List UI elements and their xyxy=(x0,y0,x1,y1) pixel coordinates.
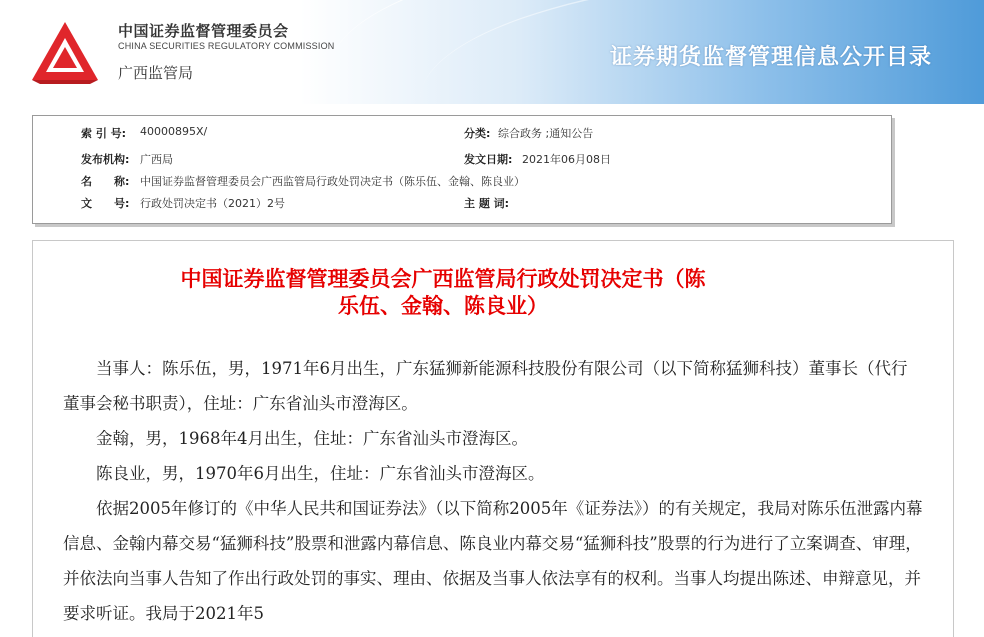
body-paragraph: 当事人：陈乐伍，男，1971年6月出生，广东猛狮新能源科技股份有限公司（以下简称猛狮科技）董事长（代行董事会秘书职责），住址：广东省汕头市澄海区。 xyxy=(63,359,908,413)
body-paragraph: 依据2005年修订的《中华人民共和国证券法》（以下简称2005年《证券法》）的有关规定，我局对陈乐伍泄露内幕信息、金翰内幕交易“猛狮科技”股票和泄露内幕信息、陈良业内幕交易“猛狮科技”股票的行为进行了立案调查、审理，并依法向当事人告知了作出行政处罚的事实、理由、依据及当事人依法享有的权利。当事人均提出陈述、申辩意见，并要求听证。我局于2021年5 xyxy=(63,499,923,623)
document-title-line: 乐伍、金翰、陈良业） xyxy=(338,293,548,318)
org-name-cn: 中国证券监督管理委员会 xyxy=(118,22,289,40)
metadata-row xyxy=(33,195,891,217)
issuer-label: 发布机构: xyxy=(81,153,130,166)
csrc-logo-icon[interactable] xyxy=(30,20,100,86)
date-value: 2021年06月08日 xyxy=(522,153,611,166)
document-metadata-box xyxy=(32,115,892,224)
directory-title: 证券期货监督管理信息公开目录 xyxy=(609,45,932,70)
body-paragraph: 陈良业，男，1970年6月出生，住址：广东省汕头市澄海区。 xyxy=(96,464,545,483)
document-panel xyxy=(32,240,954,637)
category-value: 综合政务 ;通知公告 xyxy=(498,127,594,140)
index-value: 40000895X/ xyxy=(140,125,208,138)
date-label: 发文日期: xyxy=(464,153,513,166)
bureau-name: 广西监管局 xyxy=(118,64,194,82)
docno-label: 文 号: xyxy=(81,197,130,210)
body-paragraph: 金翰，男，1968年4月出生，住址：广东省汕头市澄海区。 xyxy=(96,429,528,448)
name-value: 中国证券监督管理委员会广西监管局行政处罚决定书（陈乐伍、金翰、陈良业） xyxy=(140,175,525,188)
site-header xyxy=(0,0,984,104)
issuer-value: 广西局 xyxy=(140,153,173,166)
document-title xyxy=(93,265,793,319)
document-title-line: 中国证券监督管理委员会广西监管局行政处罚决定书（陈 xyxy=(180,266,706,291)
index-label: 索 引 号: xyxy=(81,127,127,140)
org-name-en: CHINA SECURITIES REGULATORY COMMISSION xyxy=(118,41,335,51)
metadata-row xyxy=(33,151,891,173)
document-body xyxy=(63,351,923,631)
metadata-row xyxy=(33,125,891,147)
docno-value: 行政处罚决定书（2021）2号 xyxy=(140,197,285,210)
name-label: 名 称: xyxy=(81,175,130,188)
subject-label: 主 题 词: xyxy=(464,197,510,210)
category-label: 分类: xyxy=(464,127,491,140)
metadata-row xyxy=(33,173,891,195)
